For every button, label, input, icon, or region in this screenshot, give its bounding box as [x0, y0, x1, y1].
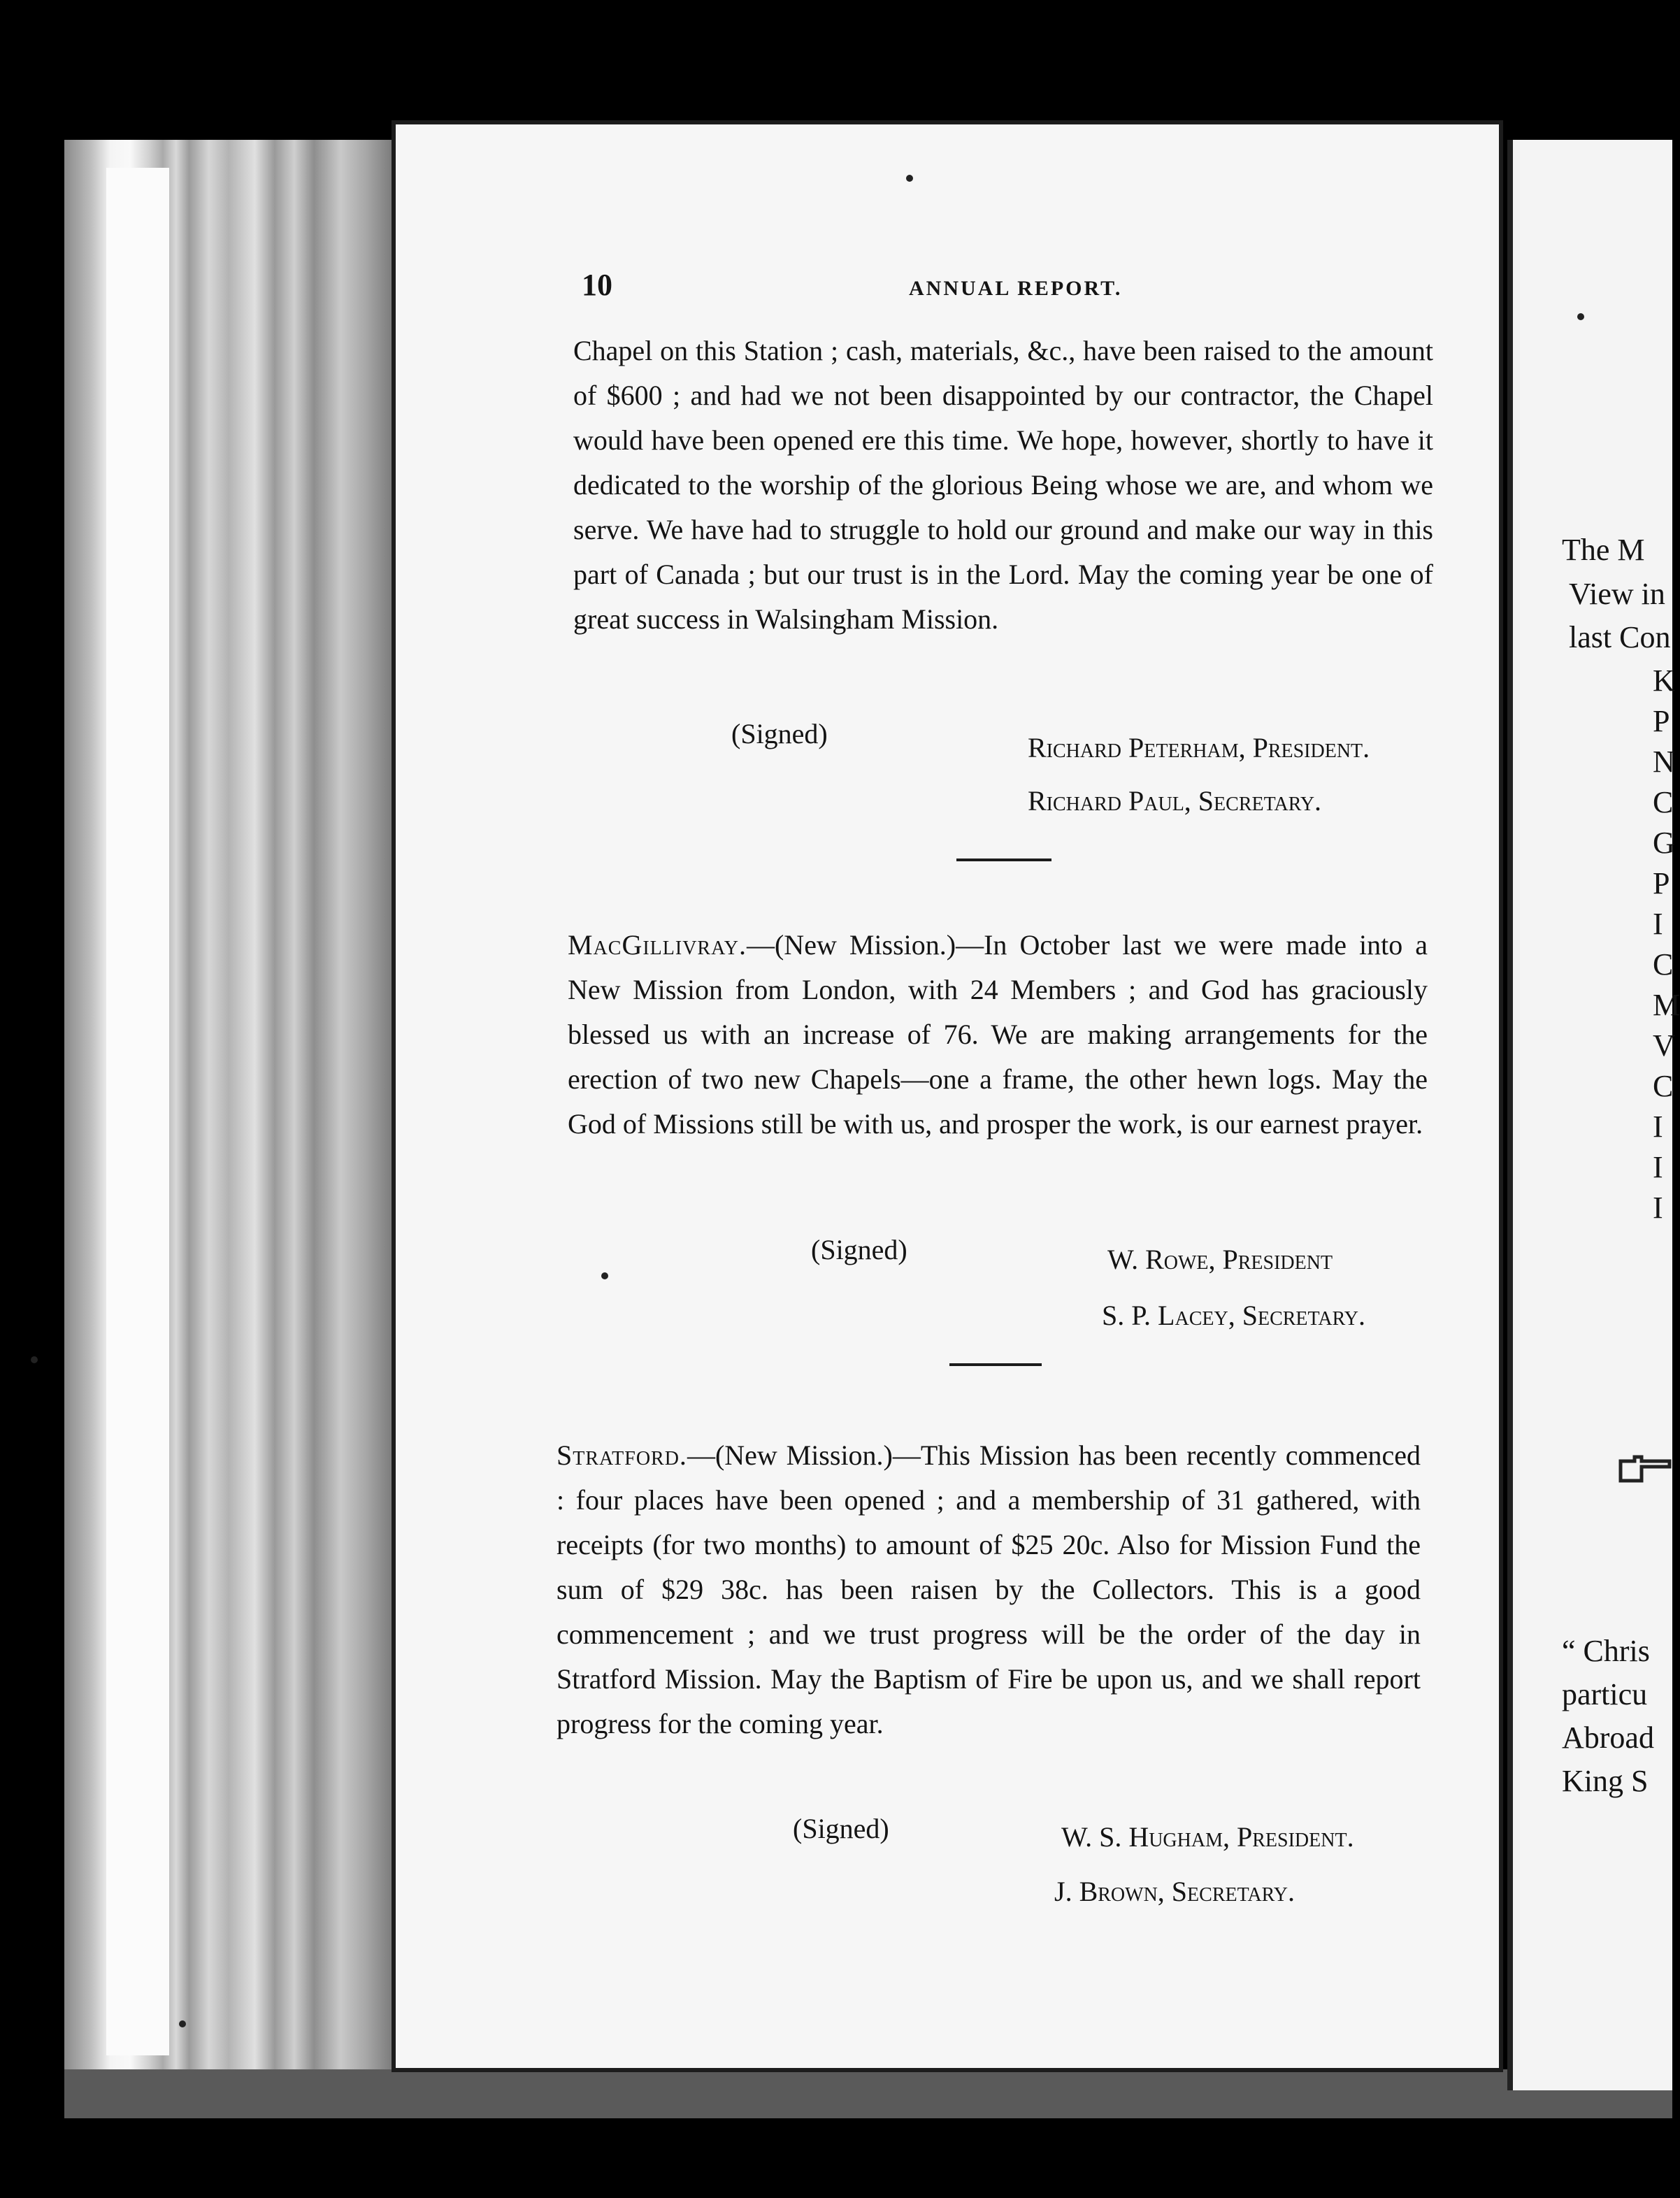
book-cover-bottom [64, 2069, 1672, 2118]
stratford-heading: Stratford. [557, 1439, 687, 1471]
running-title: ANNUAL REPORT. [909, 277, 1123, 300]
pointing-hand-icon [1618, 1454, 1674, 1489]
right-page-initial: C [1653, 1069, 1674, 1103]
right-page-initial: I [1653, 1109, 1663, 1144]
right-page-initial: K [1653, 663, 1675, 698]
right-page-line: last Con [1569, 620, 1671, 654]
secretary-signature: J. Brown, Secretary. [1054, 1876, 1295, 1907]
right-page-line: View in [1569, 577, 1665, 611]
walsingham-paragraph: Chapel on this Station ; cash, materials, &c., have been raised to the amount of $600 ; and had we not been disappointed by our contractor, the Chapel would have been opened ere this time. We hope, however, shortly to have it dedicated to the worship of the glorious Being whose we are, and whom we serve. We have had to struggle to hold our ground and make our way in this part of Canada ; but our trust is in the Lord. May the coming year be one of great success in Walsingham Mission. [573, 335, 1433, 635]
stratford-text: —(New Mission.)—This Mission has been recently commenced : four places have been opened ; and a membership of 31 gathered, with receipts (for two months) to amount of $25 20c. Also for Mission Fund the sum of $29 38c. has been raisen by the Collectors. This is a good commencement ; and we trust progress will be the order of the day in Stratford Mission. May the Baptism of Fire be upon us, and we shall report progress for the coming year. [557, 1439, 1421, 1739]
stratford-paragraph [557, 1433, 1421, 1746]
president-signature: W. S. Hugham, President. [1061, 1821, 1354, 1853]
right-page-line: Abroad [1562, 1721, 1654, 1755]
right-page-initial: N [1653, 745, 1675, 779]
macgillivray-heading: MacGillivray. [568, 929, 747, 961]
right-page-initial: I [1653, 1191, 1663, 1225]
signed-label: (Signed) [811, 1234, 907, 1265]
section-divider [956, 859, 1051, 861]
scan-speck [1577, 313, 1584, 320]
right-page-line: The M [1562, 533, 1645, 567]
scan-speck [179, 2020, 186, 2027]
right-page-initial: P [1653, 866, 1670, 900]
right-page-line: King S [1562, 1764, 1649, 1798]
right-page-initial: C [1653, 785, 1674, 819]
right-page-fragment [1507, 140, 1680, 2090]
macgillivray-paragraph [568, 923, 1428, 1147]
president-signature: Richard Peterham, President. [1028, 732, 1370, 763]
right-page-initial: P [1653, 704, 1670, 738]
right-page-initial: M [1653, 988, 1680, 1022]
scan-speck [601, 1272, 608, 1279]
scan-speck [906, 175, 913, 182]
macgillivray-text: —(New Mission.)—In October last we were made into a New Mission from London, with 24 Members ; and God has graciously blessed us with an increase of 76. We are making arrangements for the erection of two new Chapels—one a frame, the other hewn logs. May the God of Missions still be with us, and prosper the work, is our earnest prayer. [568, 929, 1428, 1140]
page-header [582, 267, 1421, 309]
right-page-line: particu [1562, 1677, 1648, 1711]
section-divider [949, 1363, 1042, 1366]
secretary-signature: Richard Paul, Secretary. [1028, 785, 1322, 817]
right-page-initial: I [1653, 907, 1663, 941]
president-signature: W. Rowe, President [1107, 1244, 1333, 1275]
scan-speck [31, 1356, 38, 1363]
secretary-signature: S. P. Lacey, Secretary. [1102, 1300, 1365, 1331]
signed-label: (Signed) [793, 1813, 889, 1844]
right-page-line: “ Chris [1562, 1634, 1650, 1668]
right-page-initial: V [1653, 1028, 1675, 1063]
right-page-initial: C [1653, 947, 1674, 982]
signed-label: (Signed) [731, 718, 828, 749]
right-page-initial: G [1653, 826, 1675, 860]
book-page-edges [64, 140, 393, 2090]
right-page-initial: I [1653, 1150, 1663, 1184]
page-number: 10 [582, 268, 612, 302]
